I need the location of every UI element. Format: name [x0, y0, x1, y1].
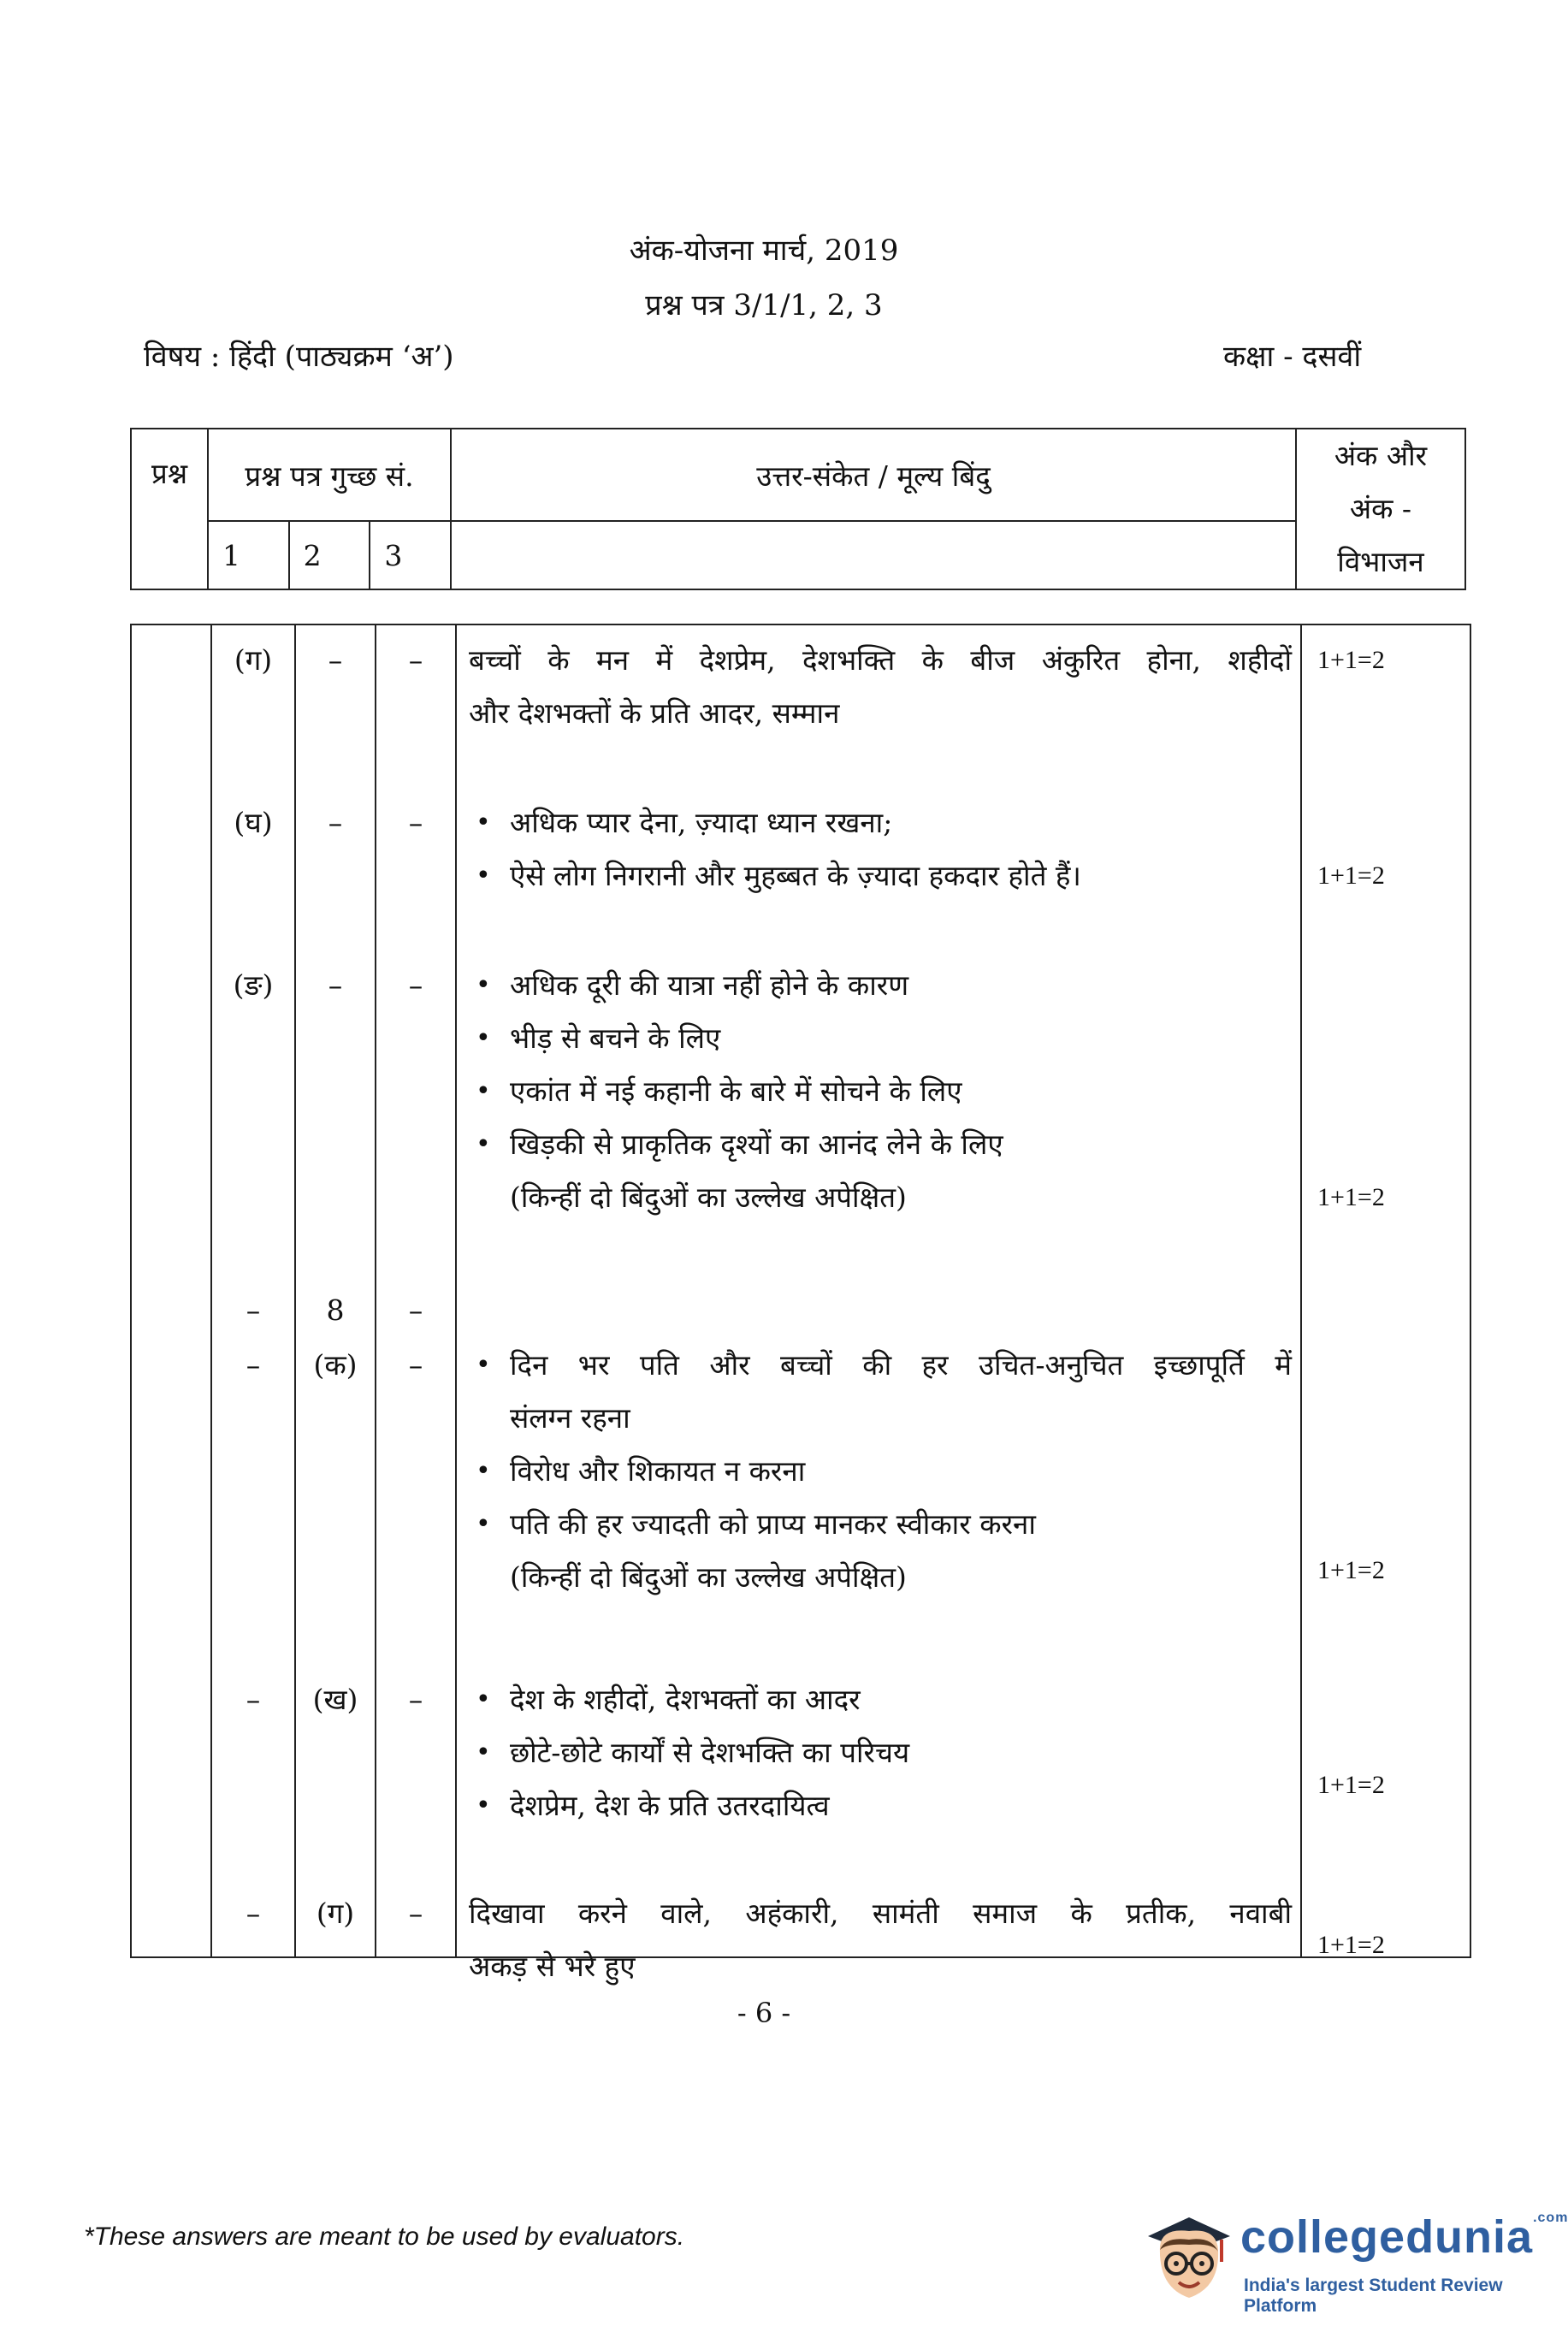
header-marks: [1296, 429, 1465, 589]
page-title: अंक-योजना मार्च, 2019: [629, 234, 899, 268]
answer-line: और देशभक्तों के प्रति आदर, सम्मान: [469, 696, 840, 730]
answer-line: दिखावा करने वाले, अहंकारी, सामंती समाज के प्रतीक, नवाबी: [469, 1897, 1292, 1930]
bullet-item: • खिड़की से प्राकृतिक दृश्यों का आनंद लेने के लिए: [469, 1118, 1292, 1171]
marks-value: 1+1=2: [1317, 861, 1385, 890]
answer-note: (किन्हीं दो बिंदुओं का उल्लेख अपेक्षित): [510, 1181, 907, 1214]
header-marks-line: विभाजन: [1337, 545, 1424, 578]
brand-name-text: collegedunia: [1240, 2211, 1534, 2263]
bullet-item: • छोटे-छोटे कार्यों से देशभक्ति का परिचय: [469, 1726, 1292, 1779]
table-row-set2: (ख): [312, 1683, 358, 1716]
header-set-3: 3: [370, 521, 451, 589]
header-set-1: 1: [208, 521, 289, 589]
bullet-item: • पति की हर ज्यादती को प्राप्य मानकर स्वीकार करना: [469, 1498, 1292, 1551]
answer-note: (किन्हीं दो बिंदुओं का उल्लेख अपेक्षित): [510, 1560, 907, 1594]
table-row-set2: –: [328, 643, 343, 677]
table-row-set3: –: [408, 1348, 423, 1382]
set-1-column: [211, 624, 295, 1957]
marks-value: 1+1=2: [1317, 1556, 1385, 1584]
answer-line: बच्चों के मन में देशप्रेम, देशभक्ति के बीज अंकुरित होना, शहीदों: [469, 643, 1292, 677]
answer-block: [469, 1339, 1292, 1604]
marks-column: [1301, 624, 1470, 1957]
subject-label: विषय : हिंदी (पाठ्यक्रम ‘अ’): [144, 340, 454, 374]
brand-logo: [1127, 2190, 1568, 2332]
table-row-set2: (क): [313, 1348, 358, 1382]
table-row-set3: –: [408, 968, 423, 1002]
table-row-set3: –: [408, 643, 423, 677]
bullet-item: • ऐसे लोग निगरानी और मुहब्बत के ज़्यादा हकदार होते हैं।: [469, 849, 1292, 903]
bullet-item: • देश के शहीदों, देशभक्तों का आदर: [469, 1673, 1292, 1726]
brand-tagline: India's largest Student Review Platform: [1244, 2276, 1503, 2316]
bullet-item: • भीड़ से बचने के लिए: [469, 1012, 1292, 1065]
header-answer: उत्तर-संकेत / मूल्य बिंदु: [451, 429, 1296, 521]
table-row-set3: –: [408, 1293, 423, 1327]
table-row-set2: (ग): [316, 1897, 355, 1930]
brand-name: [1240, 2211, 1568, 2264]
marks-value: 1+1=2: [1317, 1931, 1385, 1959]
table-row-set1: –: [246, 1293, 261, 1327]
table-row-set1: –: [246, 1897, 261, 1930]
bullet-item: • अधिक प्यार देना, ज़्यादा ध्यान रखना;: [469, 796, 1292, 849]
page-number: - 6 -: [737, 1997, 791, 2029]
answer-block: [469, 1673, 1292, 1832]
bullet-item: • अधिक दूरी की यात्रा नहीं होने के कारण: [469, 959, 1292, 1012]
marks-value: 1+1=2: [1317, 1183, 1385, 1211]
marks-value: 1+1=2: [1317, 646, 1385, 674]
table-row-set1: –: [246, 1348, 261, 1382]
bullet-item: • दिन भर पति और बच्चों की हर उचित-अनुचित इच्छापूर्ति में: [469, 1339, 1292, 1392]
brand-suffix: .com: [1533, 2211, 1568, 2225]
table-row-set1: –: [246, 1683, 261, 1716]
answer-block: [469, 1887, 1292, 1993]
set-3-column: [376, 624, 456, 1957]
table-row-set3: –: [408, 1683, 423, 1716]
answer-block: [469, 634, 1292, 740]
header-marks-line: अंक और: [1334, 439, 1428, 472]
answer-block: [469, 959, 1292, 1224]
bullet-item: • एकांत में नई कहानी के बारे में सोचने के लिए: [469, 1065, 1292, 1118]
paper-code: प्रश्न पत्र 3/1/1, 2, 3: [645, 288, 883, 323]
table-row-set1: (घ): [234, 806, 273, 839]
table-row-set1: (ग): [234, 643, 273, 677]
set-2-column: [295, 624, 376, 1957]
answer-block: [469, 796, 1292, 903]
header-set-2: 2: [289, 521, 370, 589]
header-marks-line: अंक -: [1349, 492, 1412, 525]
table-header: [130, 428, 1466, 590]
header-question: प्रश्न: [131, 429, 208, 589]
bullet-continuation: संलग्न रहना: [510, 1401, 630, 1435]
mascot-icon: [1136, 2202, 1239, 2322]
table-row-set3: –: [408, 1897, 423, 1930]
answer-line: अकड़ से भरे हुए: [469, 1950, 636, 1983]
evaluator-note: *These answers are meant to be used by evaluators.: [84, 2223, 685, 2251]
class-label: कक्षा - दसवीं: [1223, 340, 1362, 374]
answer-table: [130, 624, 1471, 1983]
table-row-set2: –: [328, 968, 343, 1002]
header-answer-blank: [451, 521, 1296, 589]
header-paper-set: प्रश्न पत्र गुच्छ सं.: [208, 429, 451, 521]
table-row-set2: 8: [326, 1293, 345, 1327]
marks-value: 1+1=2: [1317, 1771, 1385, 1799]
bullet-item: • विरोध और शिकायत न करना: [469, 1445, 1292, 1498]
question-column: [131, 624, 211, 1957]
table-row-set1: (ङ): [233, 968, 274, 1002]
answer-column: [456, 624, 1301, 1983]
table-row-set3: –: [408, 806, 423, 839]
table-row-set2: –: [328, 806, 343, 839]
bullet-item: • देशप्रेम, देश के प्रति उतरदायित्व: [469, 1779, 1292, 1832]
